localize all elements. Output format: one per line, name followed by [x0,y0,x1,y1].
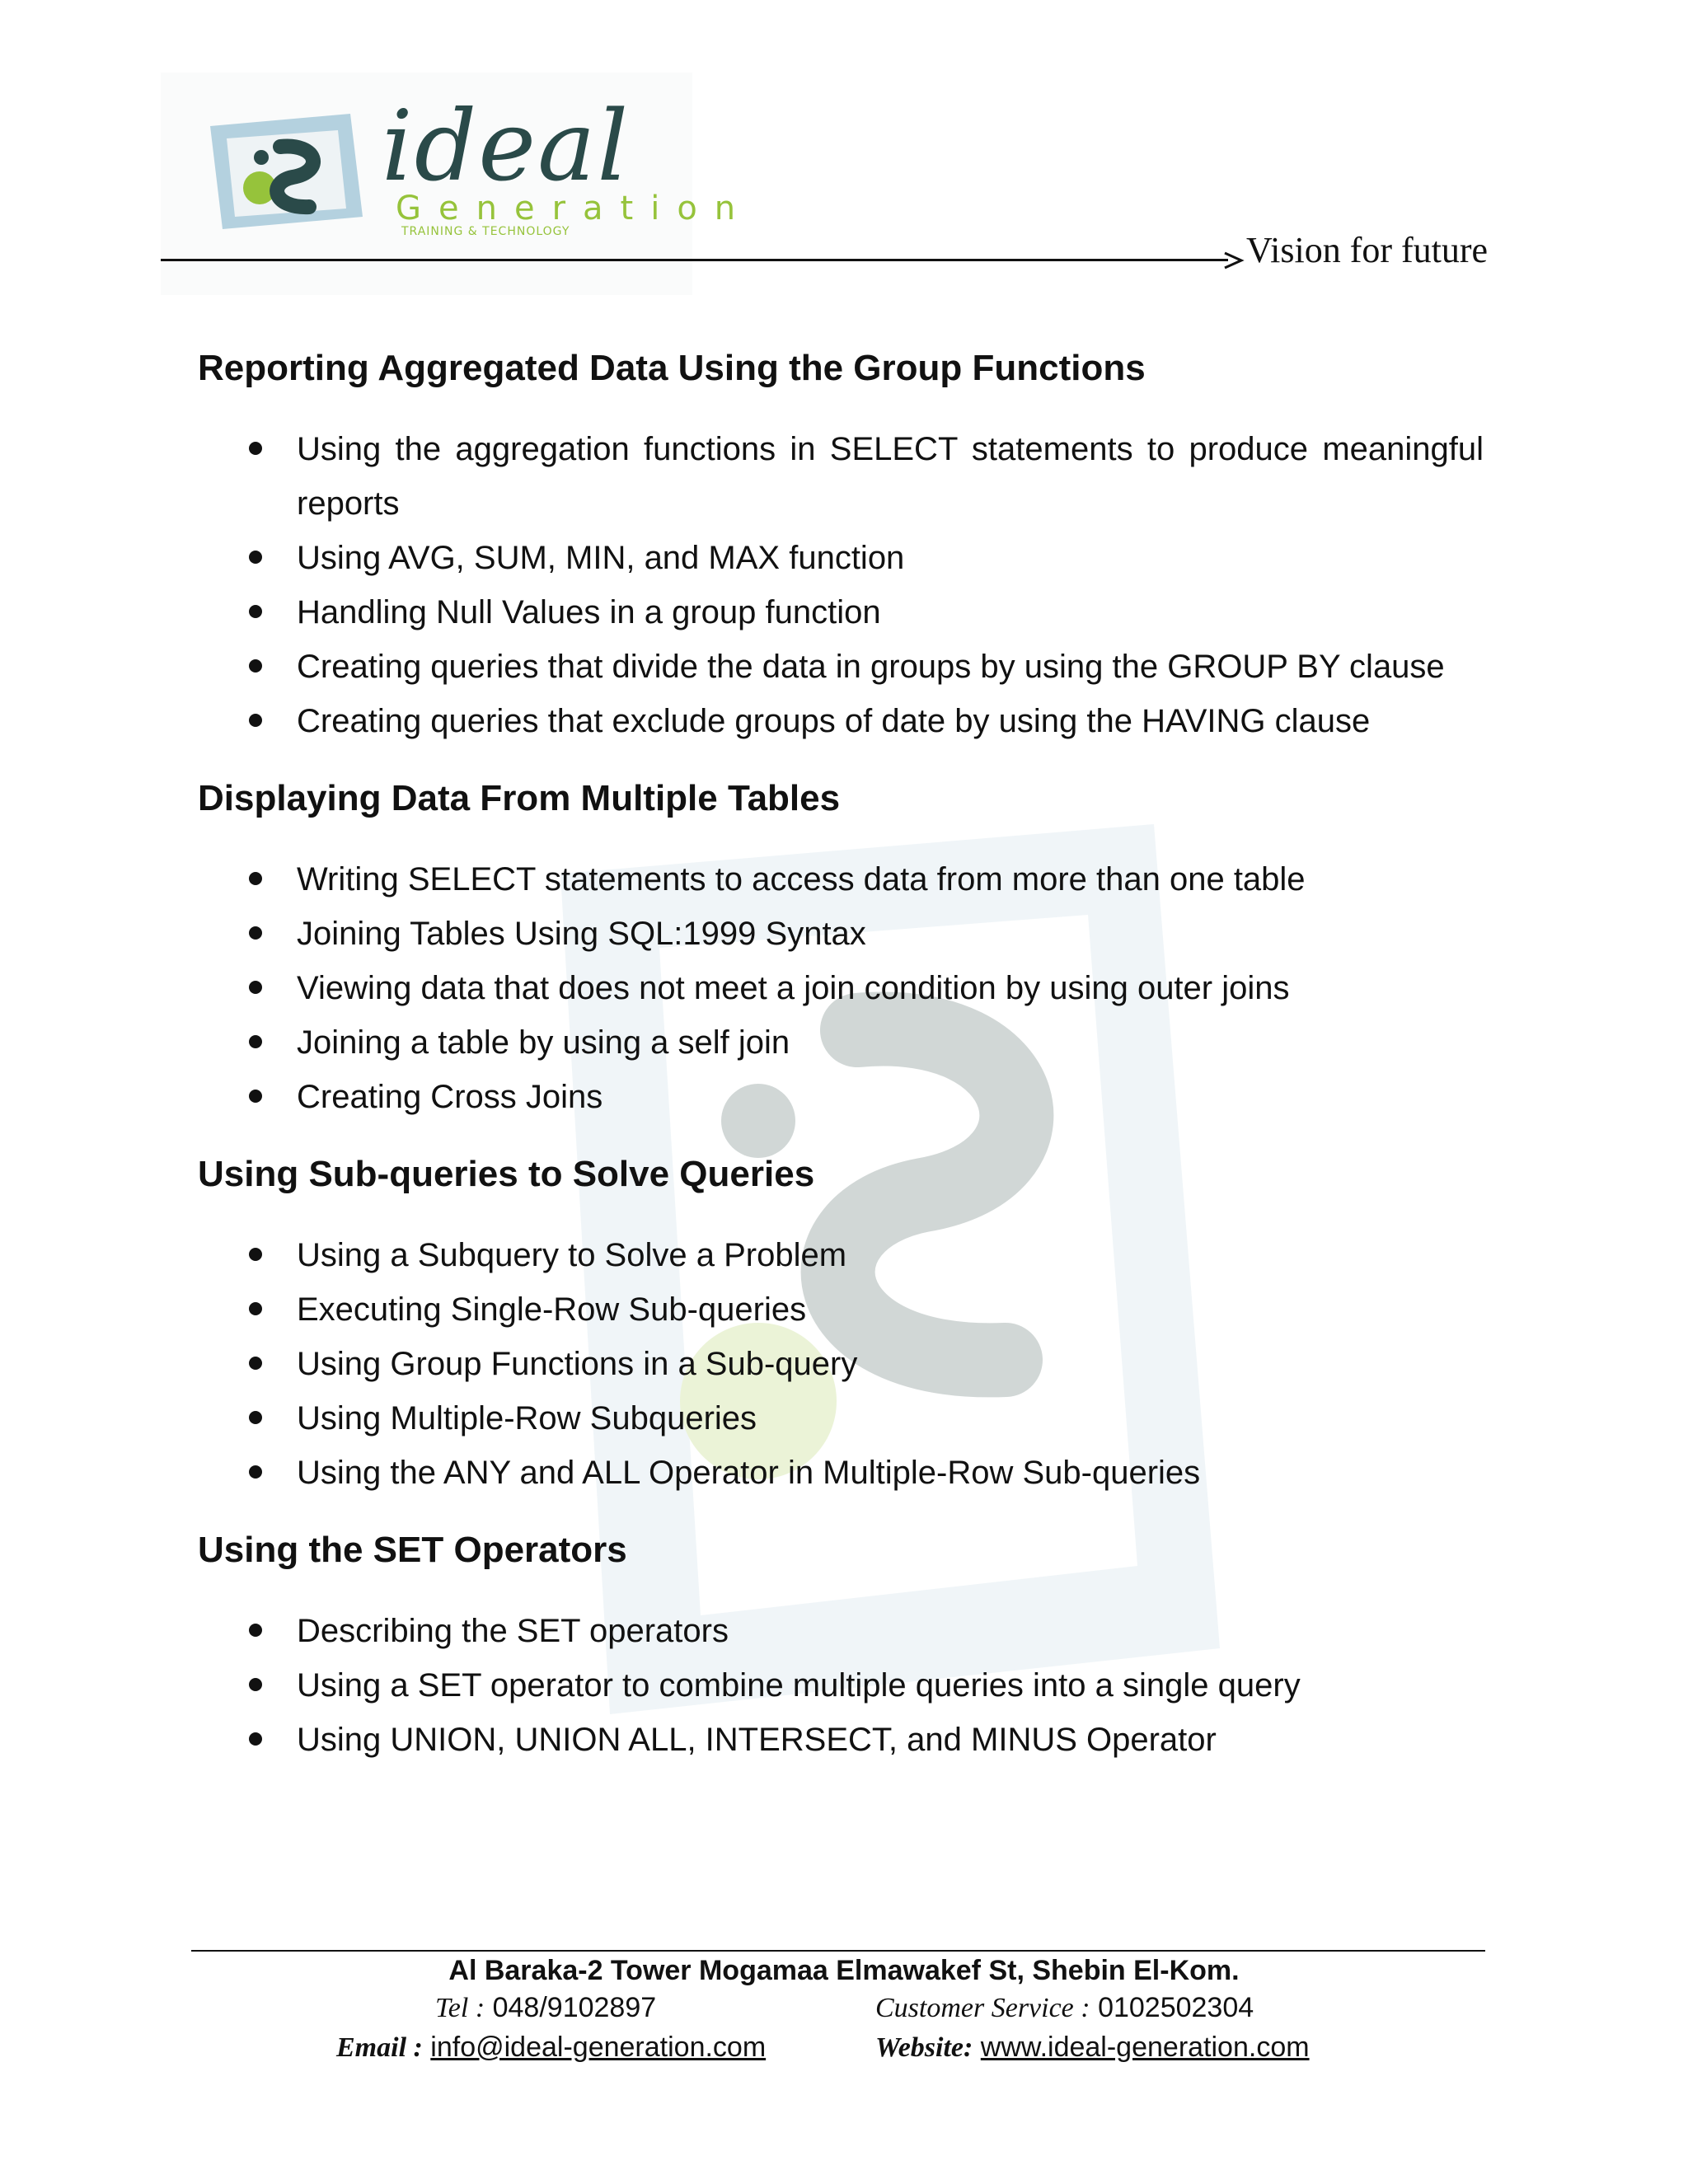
section-title: Using the SET Operators [198,1530,627,1570]
bullet-icon [249,872,262,885]
bullet-icon [249,1465,262,1479]
list-item-text: Using AVG, SUM, MIN, and MAX function [297,540,905,576]
list-item-text: Viewing data that does not meet a join condition by using outer joins [297,970,1290,1006]
list-item [198,1713,1484,1767]
ig-logo-icon [202,110,367,233]
list-item-text: Executing Single-Row Sub-queries [297,1291,807,1328]
list-item [198,961,1484,1015]
section-subqueries [198,1146,1484,1500]
bullet-icon [249,926,262,940]
footer-website [875,2032,1310,2064]
bullet-icon [249,1411,262,1424]
list-item [198,1070,1484,1124]
bullet-icon [249,1035,262,1048]
list-item-text: Handling Null Values in a group function [297,594,881,630]
topic-list [198,1228,1484,1500]
email-link[interactable]: info@ideal-generation.com [430,2032,767,2063]
list-item [198,1228,1484,1282]
website-link[interactable]: www.ideal-generation.com [980,2032,1310,2063]
list-item [198,852,1484,907]
logo-subtitle: TRAINING & TECHNOLOGY [401,225,570,238]
logo-generation-text: Generation [396,190,753,227]
list-item-text: Using the aggregation functions in SELECT statements to produce meaningful reports [297,431,1484,522]
section-title: Displaying Data From Multiple Tables [198,778,841,818]
arrow-right-icon [1223,250,1245,271]
section-multiple-tables [198,770,1484,1124]
topic-list [198,852,1484,1124]
bullet-icon [249,1090,262,1103]
bullet-icon [249,981,262,994]
list-item-text: Using UNION, UNION ALL, INTERSECT, and MINUS Operator [297,1722,1217,1758]
section-group-functions [198,340,1484,748]
bullet-icon [249,659,262,673]
tel-label: Tel : [435,1993,485,2023]
footer-address: Al Baraka-2 Tower Mogamaa Elmawakef St, Shebin El-Kom. [448,1955,1240,1986]
bullet-icon [249,1248,262,1261]
bullet-icon [249,1732,262,1746]
section-title: Reporting Aggregated Data Using the Group Functions [198,348,1146,388]
customer-service-label: Customer Service : [875,1993,1090,2023]
list-item [198,1658,1484,1713]
list-item-text: Using Group Functions in a Sub-query [297,1346,858,1382]
footer-tel [435,1992,656,2024]
customer-service-value: 0102502304 [1098,1992,1254,2023]
list-item-text: Using a Subquery to Solve a Problem [297,1237,847,1273]
bullet-icon [249,714,262,727]
list-item-text: Creating Cross Joins [297,1079,603,1115]
bullet-icon [249,551,262,564]
list-item [198,1391,1484,1446]
list-item-text: Describing the SET operators [297,1613,729,1649]
bullet-icon [249,442,262,455]
section-title: Using Sub-queries to Solve Queries [198,1154,815,1194]
topic-list [198,422,1484,748]
list-item-text: Using the ANY and ALL Operator in Multiple-Row Sub-queries [297,1455,1201,1491]
list-item-text: Using a SET operator to combine multiple queries into a single query [297,1667,1301,1704]
logo-wordmark: ideal [382,89,631,203]
company-logo [161,73,753,295]
list-item-text: Joining Tables Using SQL:1999 Syntax [297,916,866,952]
bullet-icon [249,1678,262,1691]
list-item [198,640,1484,694]
tel-value: 048/9102897 [492,1992,657,2023]
section-set-operators [198,1521,1484,1767]
bullet-icon [249,1357,262,1370]
tagline: Vision for future [1246,230,1489,270]
bullet-icon [249,605,262,618]
course-outline [198,340,1484,1788]
footer-rule [191,1950,1485,1952]
footer-email [336,2032,766,2064]
list-item [198,1446,1484,1500]
website-label: Website: [875,2032,973,2063]
list-item [198,694,1484,748]
list-item [198,585,1484,640]
list-item [198,1337,1484,1391]
footer-customer-service [875,1992,1254,2024]
list-item [198,422,1484,531]
list-item-text: Joining a table by using a self join [297,1024,790,1061]
topic-list [198,1604,1484,1767]
email-label: Email : [336,2032,423,2063]
header-rule [161,259,1228,261]
list-item-text: Writing SELECT statements to access data from more than one table [297,861,1306,898]
bullet-icon [249,1624,262,1637]
list-item [198,1604,1484,1658]
list-item-text: Creating queries that divide the data in groups by using the GROUP BY clause [297,649,1445,685]
list-item [198,531,1484,585]
list-item-text: Creating queries that exclude groups of date by using the HAVING clause [297,703,1371,739]
list-item-text: Using Multiple-Row Subqueries [297,1400,757,1436]
bullet-icon [249,1302,262,1315]
list-item [198,1282,1484,1337]
list-item [198,1015,1484,1070]
list-item [198,907,1484,961]
